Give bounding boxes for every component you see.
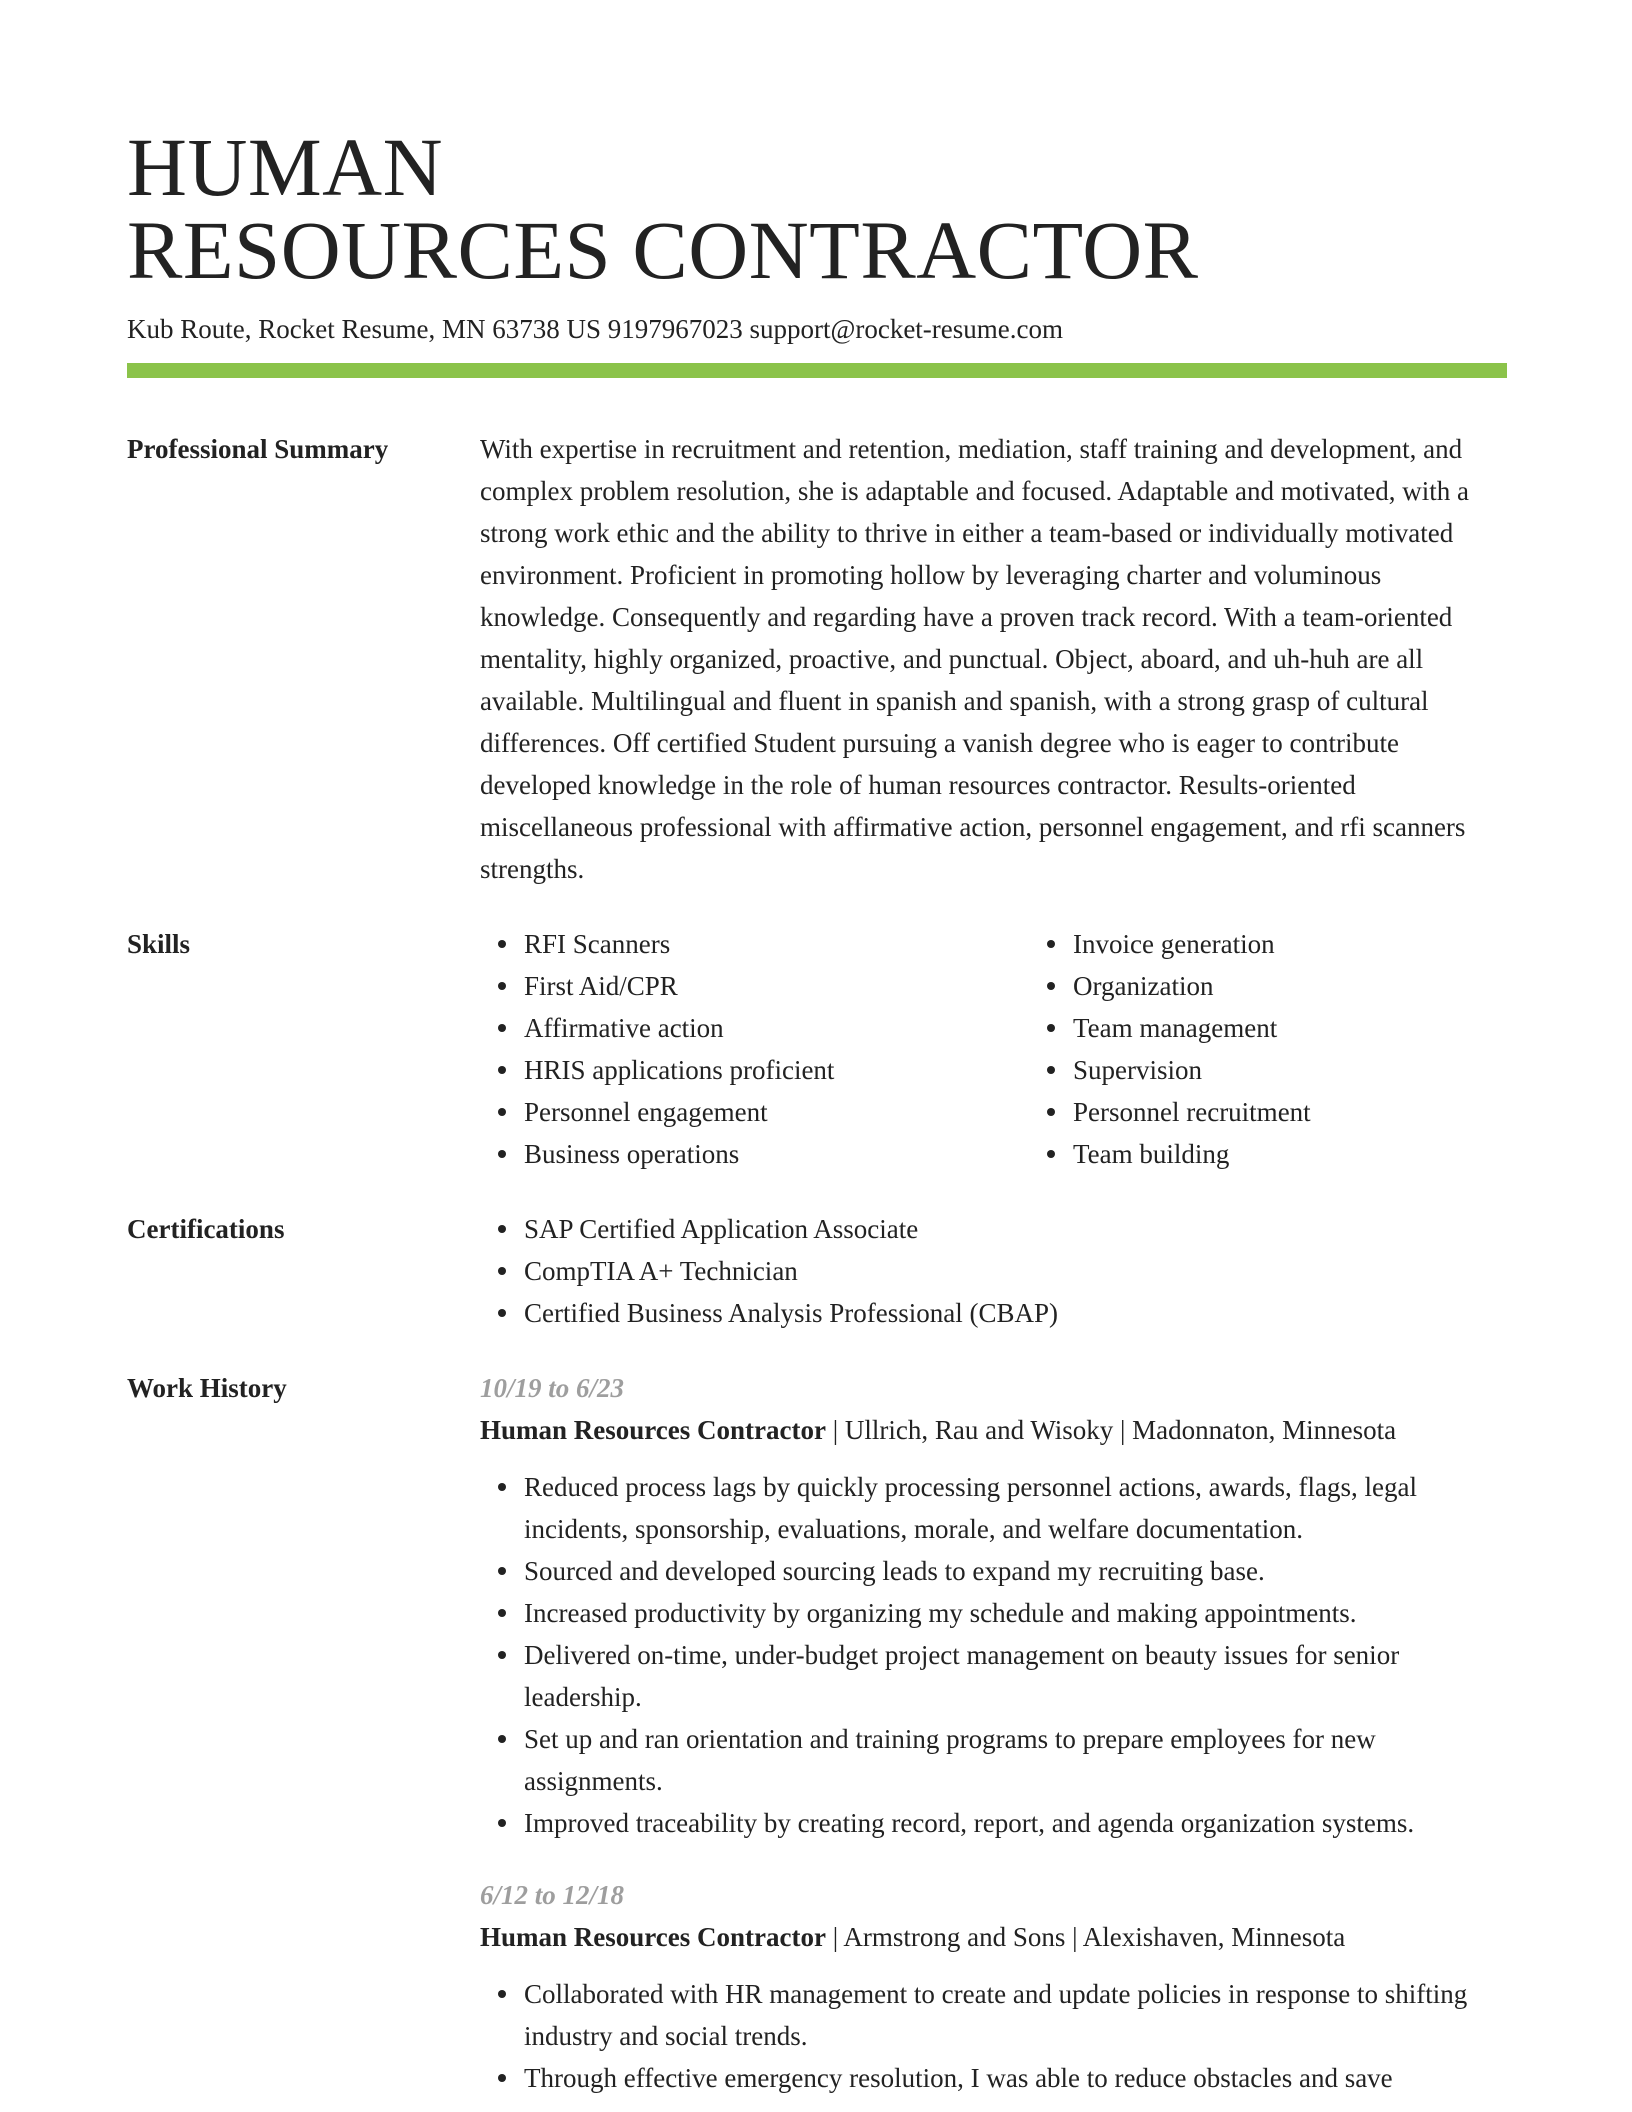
- skill-item: Invoice generation: [1073, 923, 1578, 965]
- job-bullet: Set up and ran orientation and training programs to prepare employees for new assignments.: [524, 1718, 1507, 1802]
- accent-divider: [127, 363, 1507, 378]
- certifications-list: [480, 1208, 1507, 1334]
- job-bullet: Reduced process lags by quickly processing personnel actions, awards, flags, legal incidents, sponsorship, evaluations, morale, and welfare documentation.: [524, 1466, 1507, 1550]
- work-history-section: [127, 1367, 1507, 2099]
- skill-item: HRIS applications proficient: [524, 1049, 1029, 1091]
- skills-heading: Skills: [127, 929, 191, 959]
- certifications-heading: Certifications: [127, 1214, 285, 1244]
- resume-page: [127, 0, 1507, 2099]
- job-date: 10/19 to 6/23: [480, 1373, 625, 1403]
- skills-list: [480, 923, 1578, 1175]
- job-bullets: [480, 1466, 1507, 1844]
- job-bullets: [480, 1973, 1507, 2099]
- job-employer-location: | Armstrong and Sons | Alexishaven, Minnesota: [825, 1922, 1346, 1952]
- certifications-section: [127, 1208, 1507, 1334]
- certification-item: Certified Business Analysis Professional (CBAP): [524, 1292, 1507, 1334]
- certifications-body: [480, 1208, 1507, 1334]
- job-bullet: Increased productivity by organizing my schedule and making appointments.: [524, 1592, 1507, 1634]
- job-bullet: Improved traceability by creating record, report, and agenda organization systems.: [524, 1802, 1507, 1844]
- job-employer-location: | Ullrich, Rau and Wisoky | Madonnaton, Minnesota: [825, 1415, 1397, 1445]
- job-entry: [480, 1367, 1507, 1844]
- job-title-line: [480, 1409, 1507, 1451]
- contact-info: Kub Route, Rocket Resume, MN 63738 US 9197967023 support@rocket-resume.com: [127, 314, 1063, 344]
- skill-item: Supervision: [1073, 1049, 1578, 1091]
- summary-heading: Professional Summary: [127, 434, 389, 464]
- skills-section: [127, 923, 1507, 1175]
- certification-item: CompTIA A+ Technician: [524, 1250, 1507, 1292]
- summary-section: [127, 428, 1507, 890]
- title-line-2: RESOURCES CONTRACTOR: [127, 204, 1199, 296]
- job-bullet: Sourced and developed sourcing leads to expand my recruiting base.: [524, 1550, 1507, 1592]
- skill-item: Personnel recruitment: [1073, 1091, 1578, 1133]
- title-line-1: HUMAN: [127, 121, 444, 213]
- job-bullet: Through effective emergency resolution, I was able to reduce obstacles and save: [524, 2057, 1507, 2099]
- job-title: Human Resources Contractor: [480, 1922, 826, 1952]
- job-title: Human Resources Contractor: [480, 1415, 826, 1445]
- work-history-body: [480, 1367, 1507, 2099]
- page-title: [127, 0, 1507, 296]
- certification-item: SAP Certified Application Associate: [524, 1208, 1507, 1250]
- work-history-heading: Work History: [127, 1373, 287, 1403]
- job-bullet: Collaborated with HR management to create and update policies in response to shifting industry and social trends.: [524, 1973, 1507, 2057]
- skills-column-right: [1029, 923, 1578, 1175]
- job-entry: [480, 1874, 1507, 2099]
- skill-item: RFI Scanners: [524, 923, 1029, 965]
- job-bullet: Delivered on-time, under-budget project management on beauty issues for senior leadership.: [524, 1634, 1507, 1718]
- skill-item: First Aid/CPR: [524, 965, 1029, 1007]
- summary-text: With expertise in recruitment and retention, mediation, staff training and development, and complex problem resolution, she is adaptable and focused. Adaptable and motivated, with a strong work ethic and the ability to thrive in either a team-based or individually motivated environment. Proficient in promoting hollow by leveraging charter and voluminous knowledge. Consequently and regarding have a proven track record. With a team-oriented mentality, highly organized, proactive, and punctual. Object, aboard, and uh-huh are all available. Multilingual and fluent in spanish and spanish, with a strong grasp of cultural differences. Off certified Student pursuing a vanish degree who is eager to contribute developed knowledge in the role of human resources contractor. Results-oriented miscellaneous professional with affirmative action, personnel engagement, and rfi scanners strengths.: [480, 434, 1469, 884]
- skill-item: Team management: [1073, 1007, 1578, 1049]
- skill-item: Organization: [1073, 965, 1578, 1007]
- skills-column-left: [480, 923, 1029, 1175]
- job-date: 6/12 to 12/18: [480, 1880, 625, 1910]
- job-title-line: [480, 1916, 1507, 1958]
- skill-item: Personnel engagement: [524, 1091, 1029, 1133]
- skill-item: Team building: [1073, 1133, 1578, 1175]
- skill-item: Affirmative action: [524, 1007, 1029, 1049]
- skill-item: Business operations: [524, 1133, 1029, 1175]
